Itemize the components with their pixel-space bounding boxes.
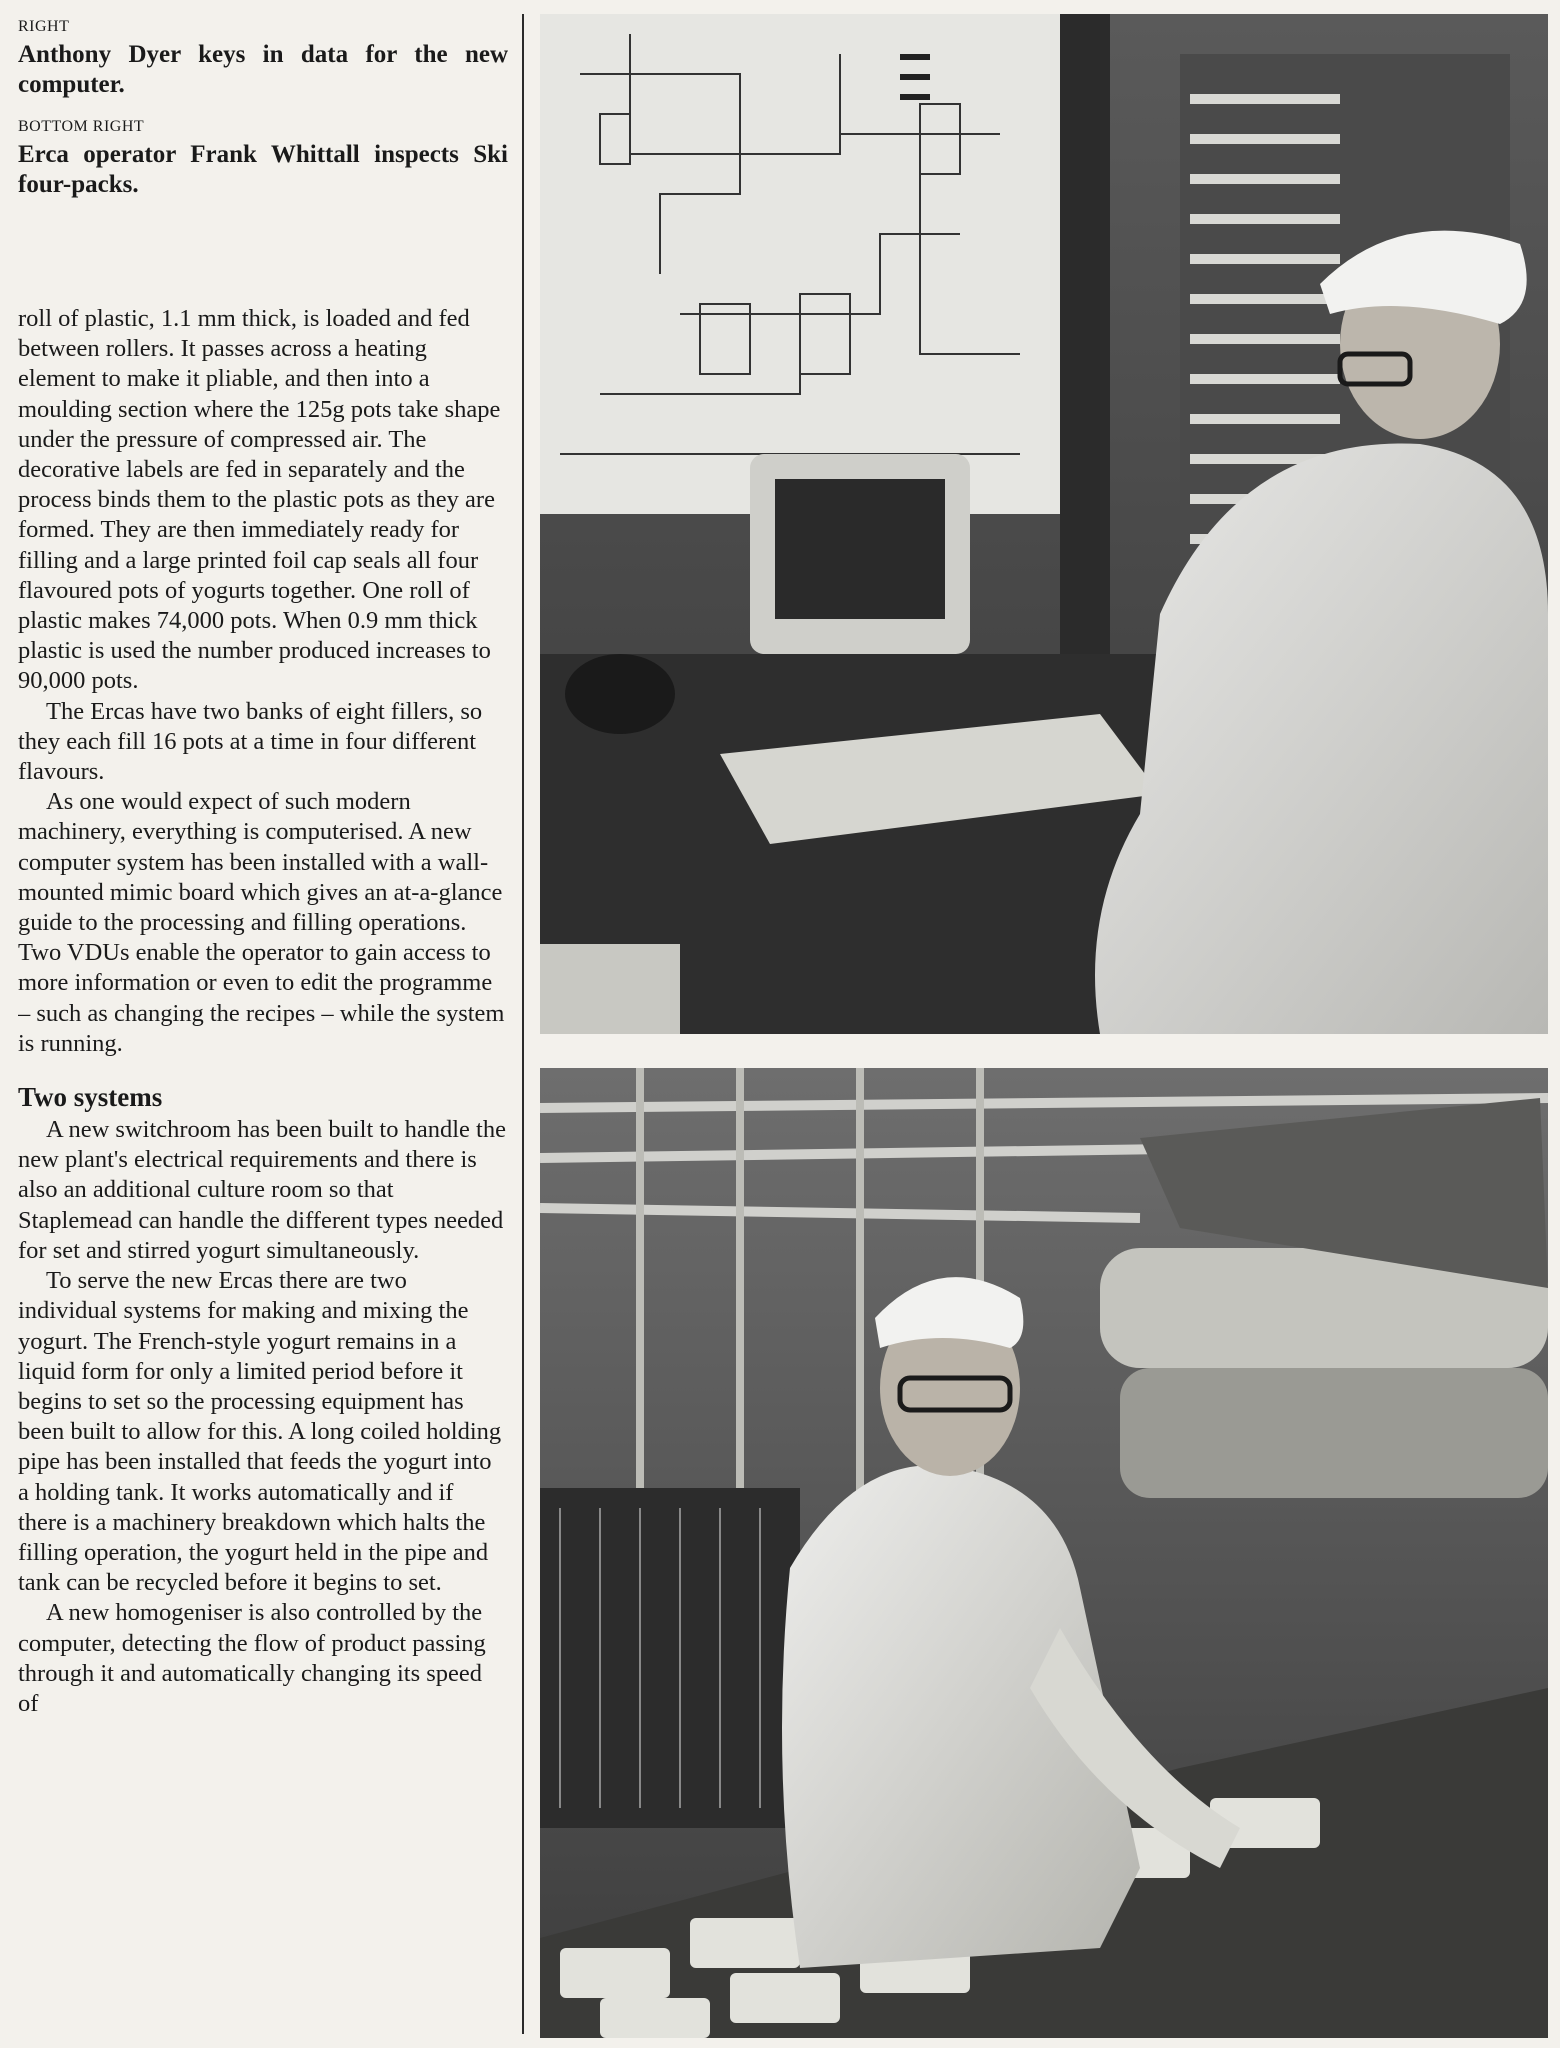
caption-label-bottom-right: BOTTOM RIGHT [18,118,145,135]
section-subhead: Two systems [18,1082,163,1113]
article-body [18,304,508,1719]
body-paragraph: The Ercas have two banks of eight fillers, so they each fill 16 pots at a time in four different flavours. [18,697,483,786]
body-paragraph: To serve the new Ercas there are two individual systems for making and mixing the yogurt. The French-style yogurt remains in a liquid form for only a limited period before it begins to set so the processing equipment has been built to allow for this. A long coiled holding pipe has been installed that feeds the yogurt into a holding tank. It works automatically and if there is a machinery breakdown which halts the filling operation, the yogurt held in the pipe and tank can be recycled before it begins to set. [18,1267,502,1597]
column-rule [522,14,524,2034]
photo-erca-operator [540,1068,1548,2038]
caption-text-right: Anthony Dyer keys in data for the new computer. [18,41,508,98]
body-paragraph: A new switchroom has been built to handle the new plant's electrical requirements and there is also an additional culture room so that Staplemead can handle the different types needed for set and stirred yogurt simultaneously. [18,1116,506,1264]
body-paragraph: As one would expect of such modern machinery, everything is computerised. A new computer system has been installed with a wall-mounted mimic board which gives an at-a-glance guide to the processing and filling operations. Two VDUs enable the operator to gain access to more information or even to edit the programme – such as changing the recipes – while the system is running. [18,788,505,1057]
caption-text-bottom-right: Erca operator Frank Whittall inspects Ski four-packs. [18,141,508,198]
text-column [18,10,508,2040]
photo-computer-operator-image [540,14,1548,1034]
photo-captions [18,16,508,304]
photo-erca-operator-image [540,1068,1548,2038]
body-paragraph: roll of plastic, 1.1 mm thick, is loaded and fed between rollers. It passes across a heating element to make it pliable, and then into a moulding section where the 125g pots take shape under the pressure of compressed air. The decorative labels are fed in separately and the process binds them to the plastic pots as they are formed. They are then immediately ready for filling and a large printed foil cap seals all four flavoured pots of yogurts together. One roll of plastic makes 74,000 pots. When 0.9 mm thick plastic is used the number produced increases to 90,000 pots. [18,305,501,695]
caption-label-right: RIGHT [18,18,70,35]
photo-computer-operator [540,14,1548,1034]
body-paragraph: A new homogeniser is also controlled by the computer, detecting the flow of product passing through it and automatically changing its speed of [18,1599,486,1717]
